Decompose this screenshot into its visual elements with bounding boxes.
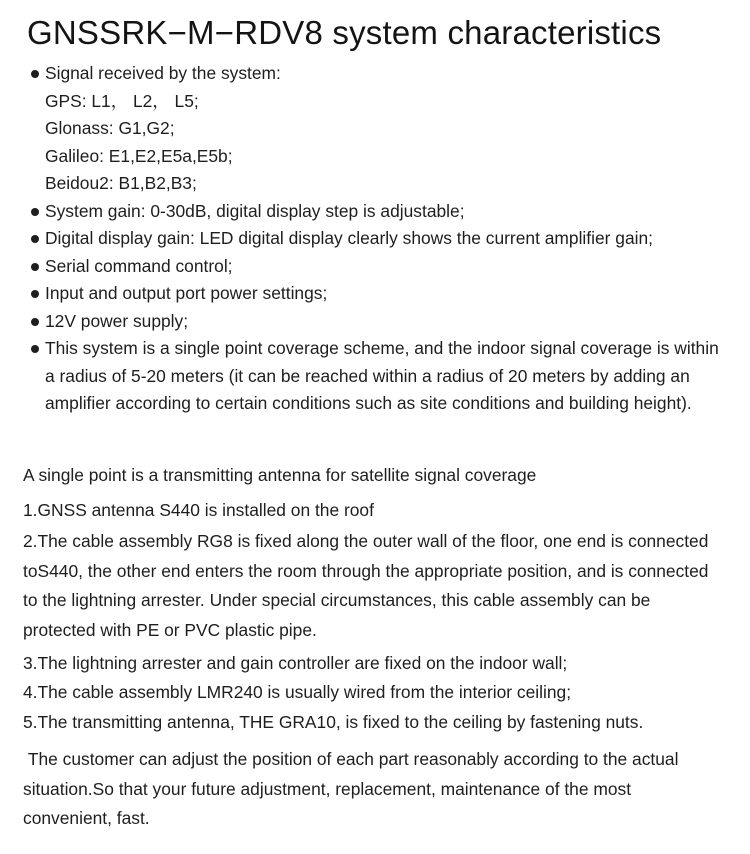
bullet-icon — [31, 263, 39, 271]
feature-power-supply-text: 12V power supply; — [45, 310, 189, 331]
feature-item-serial — [31, 253, 731, 281]
feature-item-coverage — [31, 335, 731, 418]
bullet-icon — [31, 235, 39, 243]
feature-coverage-text: This system is a single point coverage scheme, and the indoor signal coverage is within a radius of 5-20 meters (it can be reached within a radius of 20 meters by adding an amplifier according to certain conditions such as site conditions and building height). — [45, 338, 719, 413]
step-2: 2.The cable assembly RG8 is fixed along the outer wall of the floor, one end is connected toS440, the other end enters the room through the appropriate position, and is connected to the lightning arrester. Under special circumstances, this cable assembly can be protected with PE or PVC plastic pipe. — [23, 531, 709, 641]
page-title: GNSSRK−M−RDV8 system characteristics — [27, 14, 662, 51]
feature-item-signals — [31, 60, 731, 198]
feature-signal-intro: Signal received by the system: — [45, 63, 281, 83]
feature-display-text: Digital display gain: LED digital display clearly shows the current amplifier gain; — [45, 228, 653, 248]
bullet-icon — [31, 318, 39, 326]
step-3: 3.The lightning arrester and gain controller are fixed on the indoor wall; — [23, 653, 568, 673]
feature-item-port-power — [31, 280, 731, 308]
feature-gain-text: System gain: 0-30dB, digital display step is adjustable; — [45, 200, 465, 221]
feature-item-gain — [31, 198, 731, 226]
feature-serial-text: Serial command control; — [45, 255, 233, 276]
signal-glonass: Glonass: G1,G2; — [45, 118, 175, 138]
closing-note: The customer can adjust the position of each part reasonably according to the actual situation.So that your future adjustment, replacement, maintenance of the most convenient, fast. — [23, 749, 684, 829]
feature-list — [31, 60, 731, 418]
signal-list — [45, 88, 731, 198]
signal-gps: GPS: L1， L2， L5; — [45, 90, 199, 111]
step-1: 1.GNSS antenna S440 is installed on the roof — [23, 500, 374, 520]
feature-item-display — [31, 225, 731, 253]
single-point-note: A single point is a transmitting antenna for satellite signal coverage — [23, 465, 537, 485]
bullet-icon — [31, 70, 39, 78]
signal-galileo: Galileo: E1,E2,E5a,E5b; — [45, 145, 233, 166]
bullet-icon — [31, 208, 39, 216]
signal-beidou: Beidou2: B1,B2,B3; — [45, 173, 197, 193]
step-5: 5.The transmitting antenna, THE GRA10, is fixed to the ceiling by fastening nuts. — [23, 712, 644, 732]
bullet-icon — [31, 290, 39, 298]
bullet-icon — [31, 345, 39, 353]
step-4: 4.The cable assembly LMR240 is usually wired from the interior ceiling; — [23, 682, 572, 702]
feature-item-power-supply — [31, 308, 731, 336]
feature-port-power-text: Input and output port power settings; — [45, 283, 328, 303]
